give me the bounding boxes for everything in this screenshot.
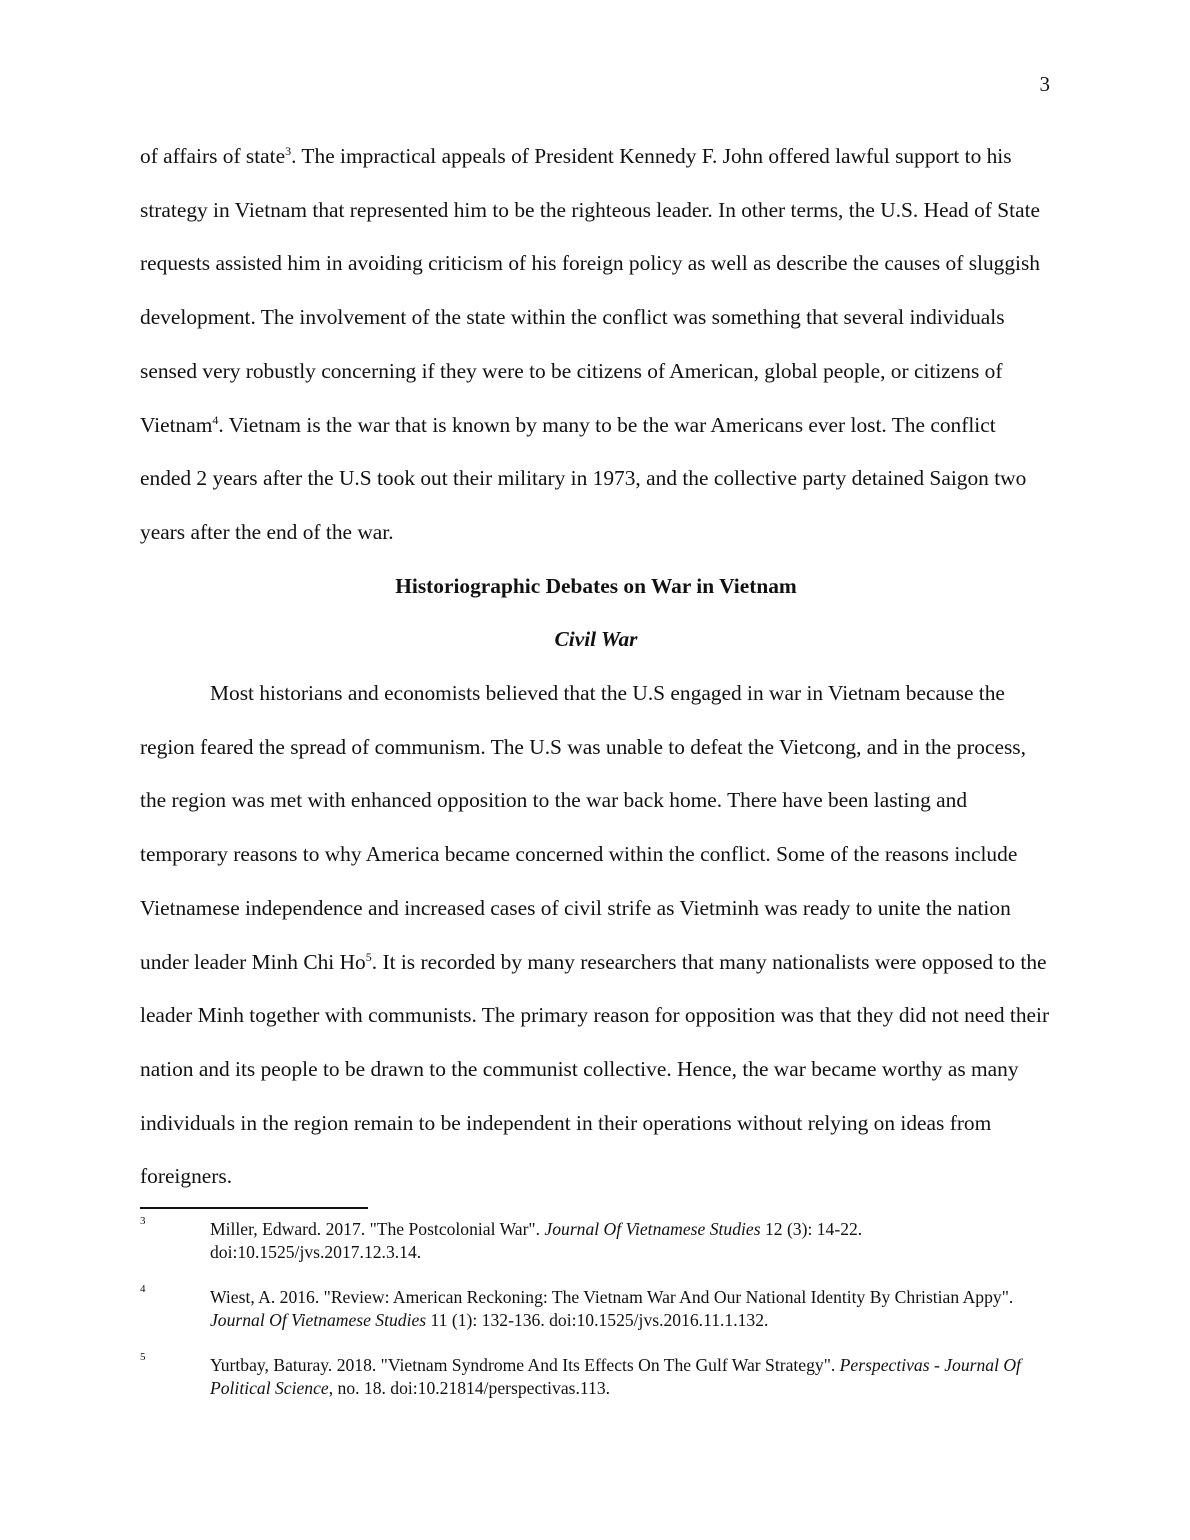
footnote-citation-tail: , no. 18. doi:10.21814/perspectivas.113. bbox=[328, 1377, 611, 1398]
footnote-4 bbox=[140, 1283, 1052, 1331]
footnote-number: 5 bbox=[140, 1351, 146, 1363]
paragraph-affairs-of-state bbox=[140, 130, 1052, 560]
paragraph-civil-war bbox=[140, 667, 1052, 1204]
footnote-journal: Perspectivas - Journal Of Political Science bbox=[210, 1355, 1021, 1398]
footnote-number: 4 bbox=[140, 1283, 146, 1295]
paragraph-text: . The impractical appeals of President Kennedy F. John offered lawful support to his strategy in Vietnam that represented him to be the righteous leader. In other terms, the U.S. Head of State requests assisted him in avoiding criticism of his foreign policy as well as describe the causes of sluggish development. The involvement of the state within the conflict was something that several individuals sensed very robustly concerning if they were to be citizens of American, global people, or citizens of Vietnam bbox=[140, 144, 1041, 437]
paragraph-text: of affairs of state bbox=[140, 144, 286, 168]
footnote-reference-3[interactable]: 3 bbox=[285, 144, 292, 158]
footnote-citation: Wiest, A. 2016. "Review: American Reckoning: The Vietnam War And Our National Identity By Christian Appy". bbox=[210, 1287, 1014, 1307]
document-body bbox=[140, 130, 1052, 1204]
paragraph-text: . It is recorded by many researchers that many nationalists were opposed to the leader Minh together with communists. The primary reason for opposition was that they did not need their nation and its people to be drawn to the communist collective. Hence, the war became worthy as many individuals in the region remain to be independent in their operations without relying on ideas from foreigners. bbox=[140, 949, 1050, 1189]
subsection-heading: Civil War bbox=[554, 627, 638, 652]
section-heading: Historiographic Debates on War in Vietnam bbox=[395, 573, 797, 598]
footnote-reference-4[interactable]: 4 bbox=[212, 412, 219, 427]
footnote-citation-tail: 11 (1): 132-136. doi:10.1525/jvs.2016.11.1.132. bbox=[426, 1309, 769, 1330]
footnote-journal: Journal Of Vietnamese Studies bbox=[210, 1309, 427, 1330]
paragraph-text: . Vietnam is the war that is known by many to be the war Americans ever lost. The conflict ended 2 years after the U.S took out their military in 1973, and the collective party detained Saigon two years after the end of the war. bbox=[140, 412, 1027, 544]
footnote-citation-tail: 12 (3): 14-22. doi:10.1525/jvs.2017.12.3.14. bbox=[210, 1219, 863, 1262]
footnote-citation: Miller, Edward. 2017. "The Postcolonial War". bbox=[210, 1219, 545, 1239]
footnote-separator bbox=[140, 1207, 368, 1209]
footnotes bbox=[140, 1215, 1052, 1422]
paragraph-text: Most historians and economists believed that the U.S engaged in war in Vietnam because the region feared the spread of communism. The U.S was unable to defeat the Vietcong, and in the process, the region was met with enhanced opposition to the war back home. There have been lasting and temporary reasons to why America became concerned within the conflict. Some of the reasons include Vietnamese independence and increased cases of civil strife as Vietminh was ready to unite the nation under leader Minh Chi Ho bbox=[140, 681, 1026, 974]
page-number: 3 bbox=[1039, 72, 1050, 96]
footnote-3 bbox=[140, 1215, 1052, 1263]
footnote-number: 3 bbox=[140, 1215, 146, 1227]
footnote-citation: Yurtbay, Baturay. 2018. "Vietnam Syndrome And Its Effects On The Gulf War Strategy". bbox=[210, 1355, 840, 1375]
footnote-5 bbox=[140, 1351, 1052, 1399]
footnote-journal: Journal Of Vietnamese Studies bbox=[544, 1219, 761, 1239]
footnote-reference-5[interactable]: 5 bbox=[365, 949, 372, 964]
